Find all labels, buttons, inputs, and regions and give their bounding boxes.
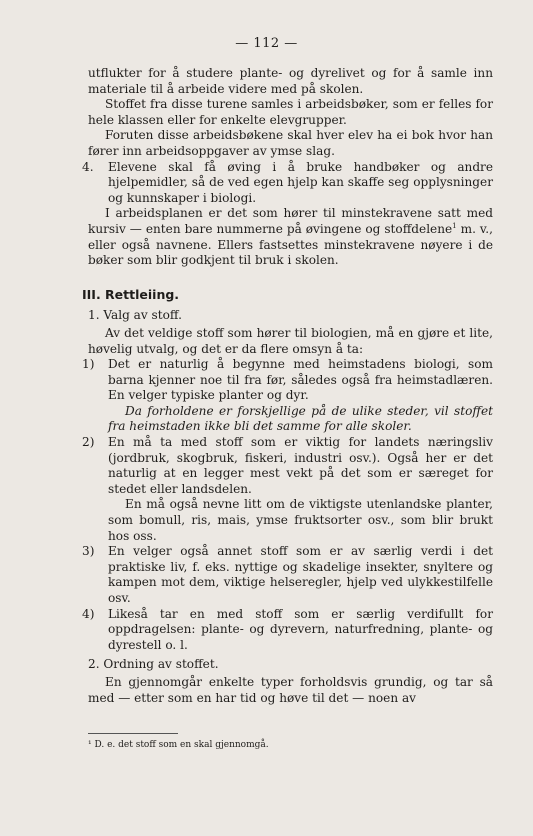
list-item-4b xyxy=(82,607,493,654)
paragraph: Av det veldige stoff som hører til biologien, må en gjøre et lite, høvelig utvalg, og det er da flere omsyn å ta: xyxy=(88,325,493,356)
list-item-1 xyxy=(82,357,493,404)
paragraph: utflukter for å studere plante- og dyrelivet og for å samle inn materiale til å arbeide videre med på skolen. xyxy=(88,66,493,96)
footnote-marker: 1 xyxy=(452,221,457,230)
plan-text: I arbeidsplanen er det som hører til minstekravene satt med kursiv — enten bare nummerne på øvingene og stoffdelene xyxy=(88,206,493,236)
italic-note: Da forholdene er forskjellige på de ulike steder, vil stoffet fra heimstaden ikke bli det samme for alle skoler. xyxy=(108,403,493,434)
list-item-3 xyxy=(82,544,493,606)
list-number: 1) xyxy=(82,357,95,372)
paragraph: En gjennomgår enkelte typer forholdsvis grundig, og tar så med — etter som en har tid og høve til det — noen av xyxy=(88,674,493,705)
page-number: — 112 — xyxy=(235,36,298,51)
section-title: III. Rettleiing. xyxy=(82,286,180,302)
paragraph: Stoffet fra disse turene samles i arbeidsbøker, som er felles for hele klassen eller for enkelte elevgrupper. xyxy=(88,97,493,127)
list-item-text: En må også nevne litt om de viktigste utenlandske planter, som bomull, ris, mais, ymse fruktsorter osv., som blir brukt hos oss. xyxy=(108,497,493,543)
list-item-4 xyxy=(82,160,493,207)
list-item-1-italic xyxy=(82,404,493,435)
page-body xyxy=(82,66,493,706)
list-item-text: Det er naturlig å begynne med heimstadens biologi, som barna kjenner noe til fra før, således også fra heimstadlæren. En velger typiske planter og dyr. xyxy=(108,357,493,403)
subsection-title-2: 2. Ordning av stoffet. xyxy=(88,657,219,672)
list-item-text: En må ta med stoff som er viktig for landets næringsliv (jordbruk, skogbruk, fiskeri, industri osv.). Også her er det naturlig at en legger mest vekt på det som er særeget for stedet eller landsdelen. xyxy=(108,435,493,496)
list-item-text: Elevene skal få øving i å bruke handbøker og andre hjelpemidler, så de ved egen hjelp kan skaffe seg opplysninger og kunnskaper i biologi. xyxy=(108,159,493,205)
list-number: 4) xyxy=(82,606,95,621)
list-number: 2) xyxy=(82,435,95,450)
subsection-title-1: 1. Valg av stoff. xyxy=(88,308,182,323)
footnote: ¹ D. e. det stoff som en skal gjennomgå. xyxy=(88,740,269,750)
paragraph-plan xyxy=(88,206,493,268)
plan-text-cont: m. v., eller også navnene. Ellers fastsettes minstekravene nøyere i de bøker som blir godkjent til bruk i skolen. xyxy=(88,221,493,268)
list-item-text: Likeså tar en med stoff som er særlig verdifullt for oppdragelsen: plante- og dyrevern, naturfredning, plante- og dyrestell o. l. xyxy=(108,606,493,652)
list-item-2-cont xyxy=(82,497,493,544)
list-item-text: En velger også annet stoff som er av særlig verdi i det praktiske liv, f. eks. nyttige og skadelige insekter, snyltere og kampen mot dem, viktige helseregler, hjelp ved ulykkestilfelle osv. xyxy=(108,544,493,605)
list-number: 4. xyxy=(82,159,94,174)
footnote-rule xyxy=(88,733,178,734)
list-item-2 xyxy=(82,435,493,497)
list-number: 3) xyxy=(82,544,95,559)
paragraph: Foruten disse arbeidsbøkene skal hver elev ha ei bok hvor han fører inn arbeidsoppgaver av ymse slag. xyxy=(88,128,493,158)
